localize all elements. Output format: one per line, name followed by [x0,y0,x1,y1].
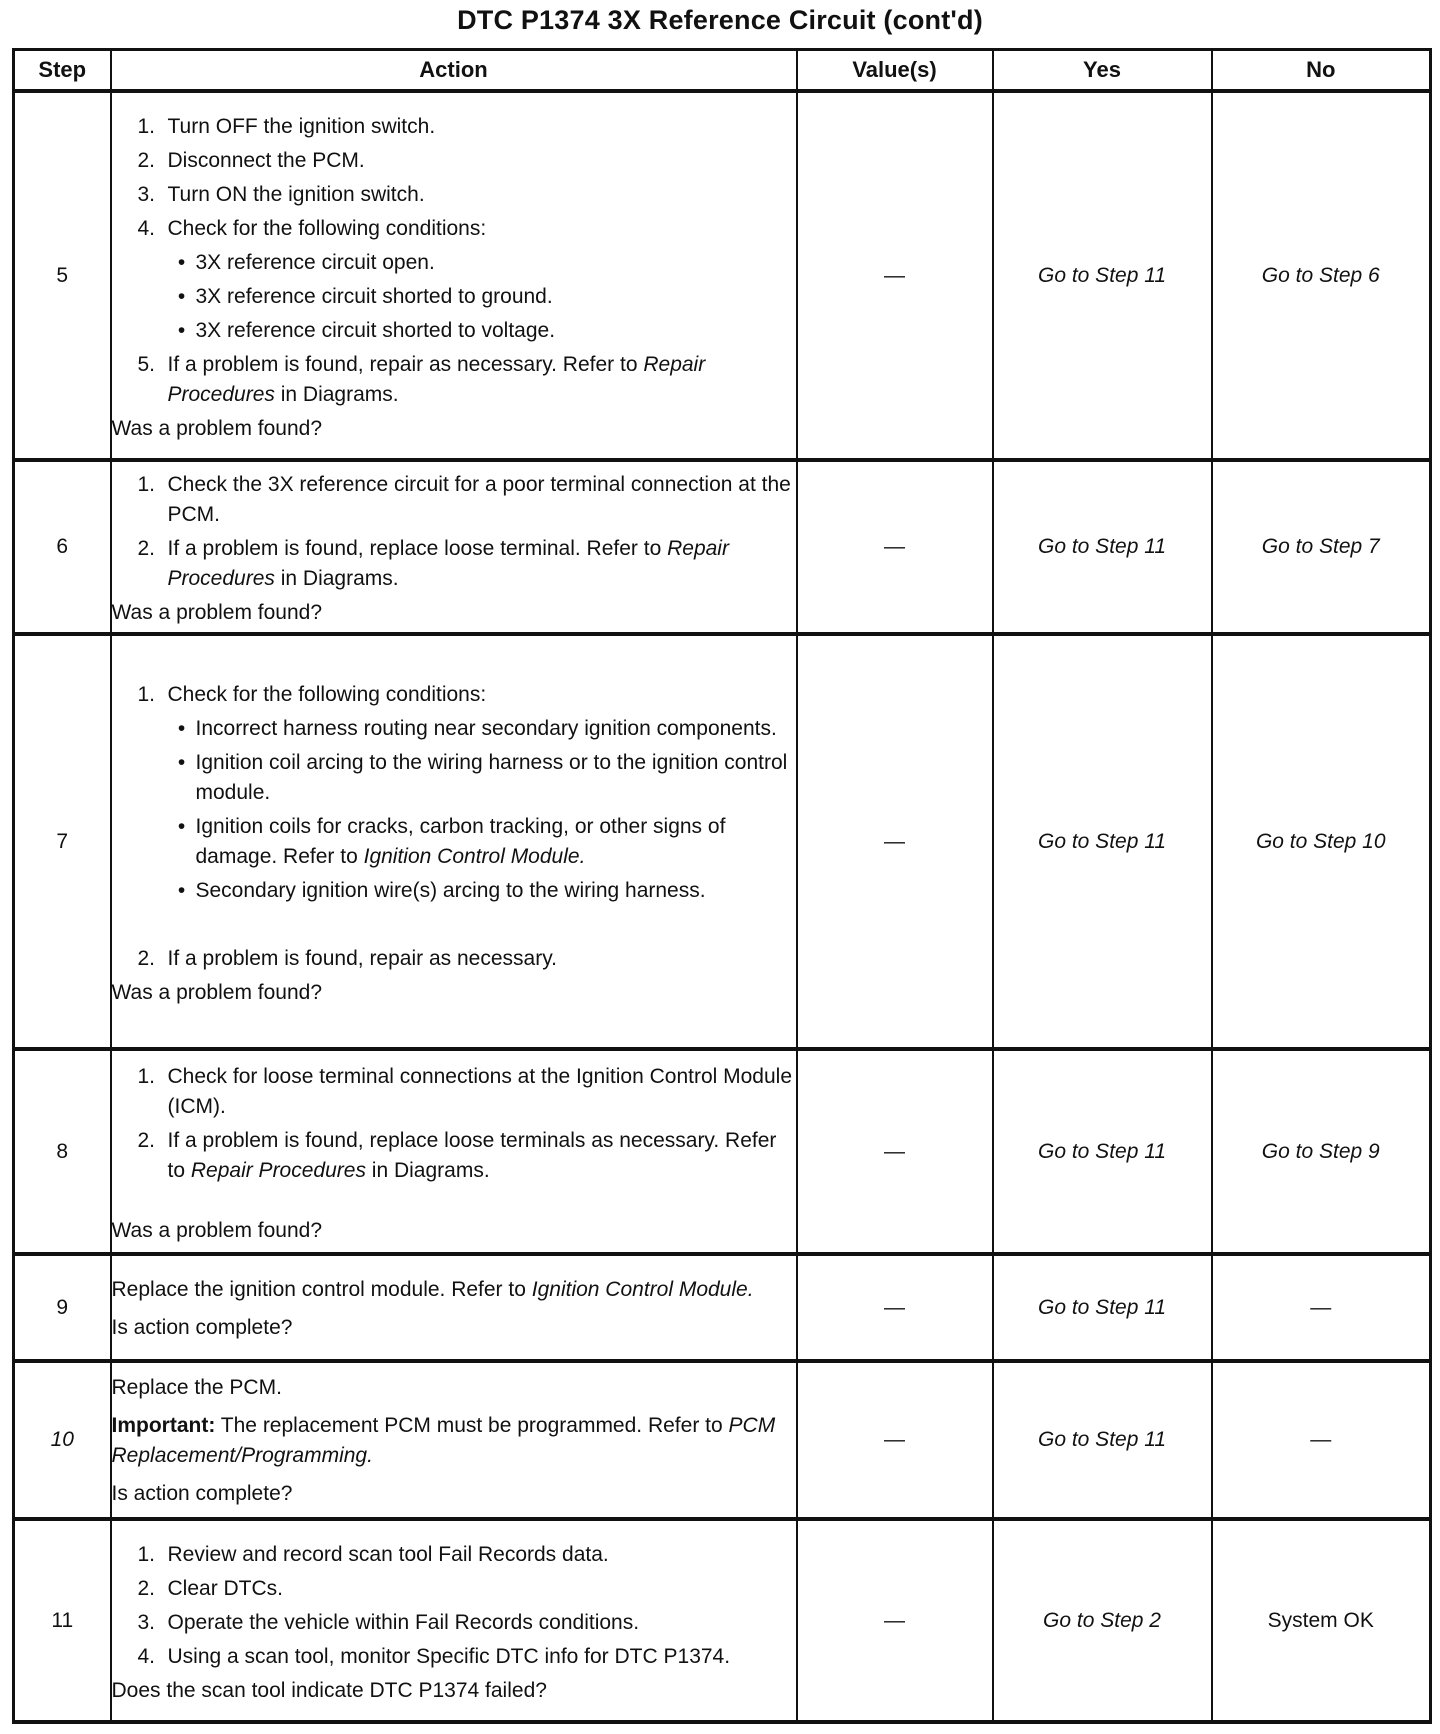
important-note: Important: The replacement PCM must be programmed. Refer to PCM Replacement/Programming. [111,1414,776,1467]
no-cell: Go to Step 7 [1212,460,1431,634]
list-item: 4. Check for the following conditions: [137,216,487,240]
header-action: Action [111,50,797,92]
list-item: 2. If a problem is found, repair as necessary. [137,946,557,970]
question-text: Does the scan tool indicate DTC P1374 failed? [111,1678,547,1702]
no-cell: Go to Step 10 [1212,634,1431,1049]
no-cell: System OK [1212,1519,1431,1722]
header-row [14,50,1431,92]
action-cell [111,1519,797,1722]
bullet-item: • 3X reference circuit shorted to voltage. [177,318,556,342]
value-cell: — [797,1361,993,1519]
action-cell [111,634,797,1049]
header-yes: Yes [993,50,1212,92]
question-text: Was a problem found? [111,980,323,1004]
step-number: 11 [14,1519,111,1722]
question-text: Was a problem found? [111,416,323,440]
step-number: 8 [14,1049,111,1254]
list-item: 1. Turn OFF the ignition switch. [137,114,436,138]
yes-cell: Go to Step 11 [993,1361,1212,1519]
list-item: 3. Operate the vehicle within Fail Records conditions. [137,1610,640,1634]
table-row [14,1049,1431,1254]
value-cell: — [797,1049,993,1254]
list-item: 1. Review and record scan tool Fail Records data. [137,1542,609,1566]
header-values: Value(s) [797,50,993,92]
yes-cell: Go to Step 11 [993,91,1212,460]
list-item: 1. Check for the following conditions: [137,682,487,706]
header-no: No [1212,50,1431,92]
question-text: Is action complete? [111,1482,293,1505]
action-cell [111,1361,797,1519]
yes-cell: Go to Step 11 [993,1049,1212,1254]
table-row [14,1254,1431,1361]
bullet-item: • 3X reference circuit shorted to ground. [177,284,553,308]
list-item: 3. Turn ON the ignition switch. [137,182,425,206]
yes-cell: Go to Step 2 [993,1519,1212,1722]
list-item: 2. Disconnect the PCM. [137,148,365,172]
step-number: 10 [14,1361,111,1519]
table-row [14,634,1431,1049]
no-cell: Go to Step 6 [1212,91,1431,460]
list-item: 1. Check the 3X reference circuit for a poor terminal connection at the PCM. [137,473,791,526]
step-number: 9 [14,1254,111,1361]
step-number: 7 [14,634,111,1049]
yes-cell: Go to Step 11 [993,1254,1212,1361]
table-row [14,91,1431,460]
value-cell: — [797,91,993,460]
question-text: Was a problem found? [111,601,323,624]
value-cell: — [797,1254,993,1361]
list-item: 2. If a problem is found, replace loose terminals as necessary. Refer to Repair Procedures in Diagrams. [137,1128,777,1182]
list-item: 5. If a problem is found, repair as necessary. Refer to Repair Procedures in Diagrams. [137,352,706,406]
action-cell [111,1254,797,1361]
bullet-item: • 3X reference circuit open. [177,250,435,274]
value-cell: — [797,634,993,1049]
action-text: Replace the PCM. [111,1376,282,1399]
action-text: Replace the ignition control module. Refer to Ignition Control Module. [111,1277,754,1301]
bullet-item: • Ignition coil arcing to the wiring harness or to the ignition control module. [177,750,788,804]
list-item: 4. Using a scan tool, monitor Specific DTC info for DTC P1374. [137,1644,731,1668]
bullet-item: • Ignition coils for cracks, carbon tracking, or other signs of damage. Refer to Ignition Control Module. [177,814,726,868]
table-row [14,1519,1431,1722]
no-cell: Go to Step 9 [1212,1049,1431,1254]
header-step: Step [14,50,111,92]
value-cell: — [797,1519,993,1722]
diagnostic-table [12,48,1432,1724]
page-title: DTC P1374 3X Reference Circuit (cont'd) [457,5,983,35]
step-number: 5 [14,91,111,460]
table-row [14,460,1431,634]
step-number: 6 [14,460,111,634]
question-text: Was a problem found? [111,1218,323,1242]
action-cell [111,91,797,460]
action-cell [111,460,797,634]
action-cell [111,1049,797,1254]
bullet-item: • Incorrect harness routing near secondary ignition components. [177,716,777,740]
no-cell: — [1212,1361,1431,1519]
value-cell: — [797,460,993,634]
yes-cell: Go to Step 11 [993,634,1212,1049]
table-row [14,1361,1431,1519]
list-item: 2. If a problem is found, replace loose terminal. Refer to Repair Procedures in Diagrams. [137,537,729,590]
list-item: 1. Check for loose terminal connections at the Ignition Control Module (ICM). [137,1064,793,1118]
question-text: Is action complete? [111,1315,293,1339]
bullet-item: • Secondary ignition wire(s) arcing to the wiring harness. [177,878,706,902]
list-item: 2. Clear DTCs. [137,1576,284,1600]
no-cell: — [1212,1254,1431,1361]
yes-cell: Go to Step 11 [993,460,1212,634]
